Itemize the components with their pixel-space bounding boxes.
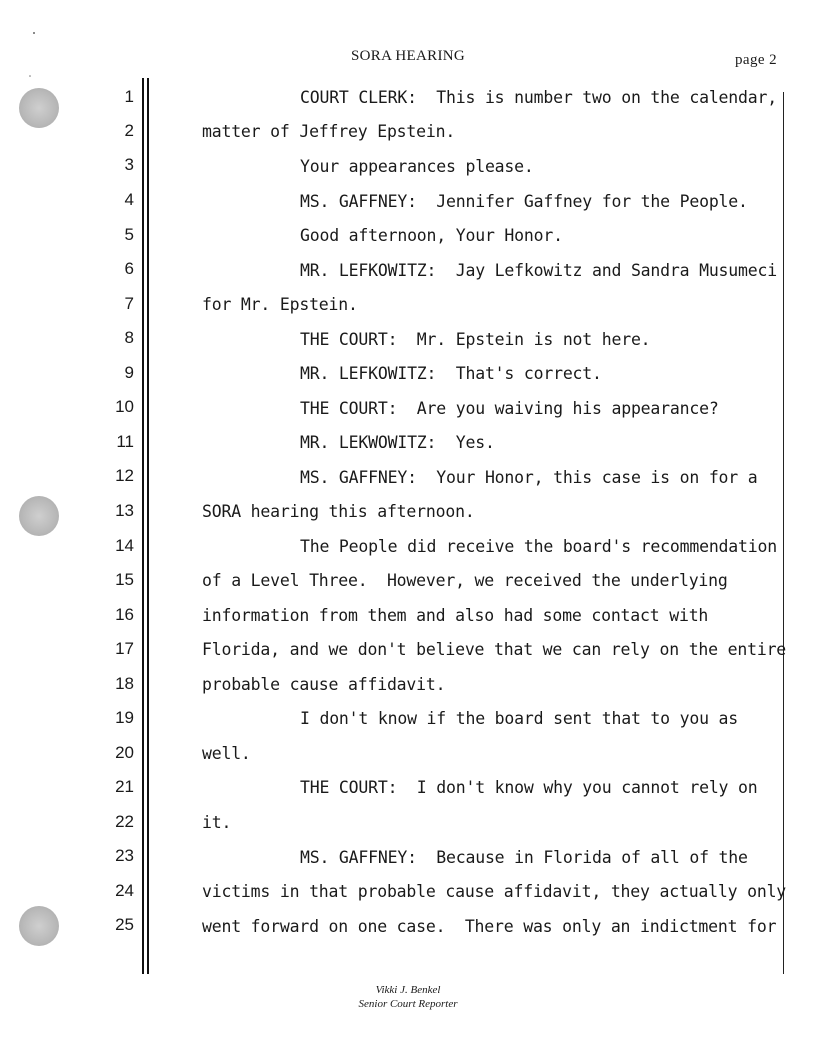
transcript-line: MR. LEFKOWITZ: That's correct. <box>300 364 602 383</box>
transcript-line: The People did receive the board's recommendation <box>300 537 777 556</box>
transcript-line: victims in that probable cause affidavit, they actually only <box>202 882 787 901</box>
line-number: 20 <box>115 743 134 762</box>
line-number: 3 <box>124 155 134 174</box>
line-number: 7 <box>124 294 134 313</box>
transcript-line: MS. GAFFNEY: Your Honor, this case is on for a <box>300 468 758 487</box>
transcript-line: MS. GAFFNEY: Because in Florida of all of the <box>300 848 748 867</box>
transcript-line: I don't know if the board sent that to you as <box>300 709 739 728</box>
transcript-line: THE COURT: Mr. Epstein is not here. <box>300 330 651 349</box>
transcript-line: THE COURT: I don't know why you cannot rely on <box>300 778 758 797</box>
transcript-line: probable cause affidavit. <box>202 675 446 694</box>
margin-rule-inner <box>147 78 149 974</box>
line-number: 12 <box>115 466 134 485</box>
transcript-line: MR. LEKWOWITZ: Yes. <box>300 433 495 452</box>
right-margin-rule <box>783 92 784 974</box>
line-number: 16 <box>115 605 134 624</box>
line-number: 6 <box>124 259 134 278</box>
line-number: 15 <box>115 570 134 589</box>
transcript-line: went forward on one case. There was only an indictment for <box>202 917 777 936</box>
transcript-line: MR. LEFKOWITZ: Jay Lefkowitz and Sandra Musumeci <box>300 261 777 280</box>
reporter-name: Vikki J. Benkel <box>375 984 441 996</box>
transcript-line: of a Level Three. However, we received the underlying <box>202 571 728 590</box>
line-number: 8 <box>124 328 134 347</box>
line-number: 10 <box>115 397 134 416</box>
line-number: 25 <box>115 915 134 934</box>
line-number: 23 <box>115 846 134 865</box>
transcript-line: THE COURT: Are you waiving his appearance? <box>300 399 719 418</box>
transcript-line: Your appearances please. <box>300 157 534 176</box>
transcript-line: COURT CLERK: This is number two on the calendar, <box>300 88 777 107</box>
line-number: 13 <box>115 501 134 520</box>
transcript-line: Good afternoon, Your Honor. <box>300 226 563 245</box>
margin-rule-outer <box>142 78 144 974</box>
line-number: 5 <box>124 225 134 244</box>
transcript-line: matter of Jeffrey Epstein. <box>202 122 456 141</box>
line-number: 18 <box>115 674 134 693</box>
page-number: page 2 <box>735 52 777 68</box>
line-number: 22 <box>115 812 134 831</box>
line-number: 11 <box>116 432 134 451</box>
transcript-line: SORA hearing this afternoon. <box>202 502 475 521</box>
punch-hole-middle <box>19 496 59 536</box>
transcript-line: MS. GAFFNEY: Jennifer Gaffney for the People. <box>300 192 748 211</box>
line-number: 21 <box>115 777 134 796</box>
transcript-line: for Mr. Epstein. <box>202 295 358 314</box>
punch-hole-top <box>19 88 59 128</box>
line-number: 24 <box>115 881 134 900</box>
transcript-line: well. <box>202 744 251 763</box>
scan-marks <box>0 0 60 90</box>
punch-hole-bottom <box>19 906 59 946</box>
transcript-line: Florida, and we don't believe that we can rely on the entire <box>202 640 787 659</box>
reporter-title: Senior Court Reporter <box>358 998 458 1010</box>
line-number: 14 <box>115 536 134 555</box>
transcript-line: it. <box>202 813 232 832</box>
line-number: 4 <box>124 190 134 209</box>
line-number: 19 <box>115 708 134 727</box>
line-number: 17 <box>115 639 134 658</box>
page-title: SORA HEARING <box>350 48 466 64</box>
transcript-line: information from them and also had some contact with <box>202 606 709 625</box>
line-number: 9 <box>124 363 134 382</box>
line-number: 2 <box>124 121 134 140</box>
line-number: 1 <box>124 87 134 106</box>
